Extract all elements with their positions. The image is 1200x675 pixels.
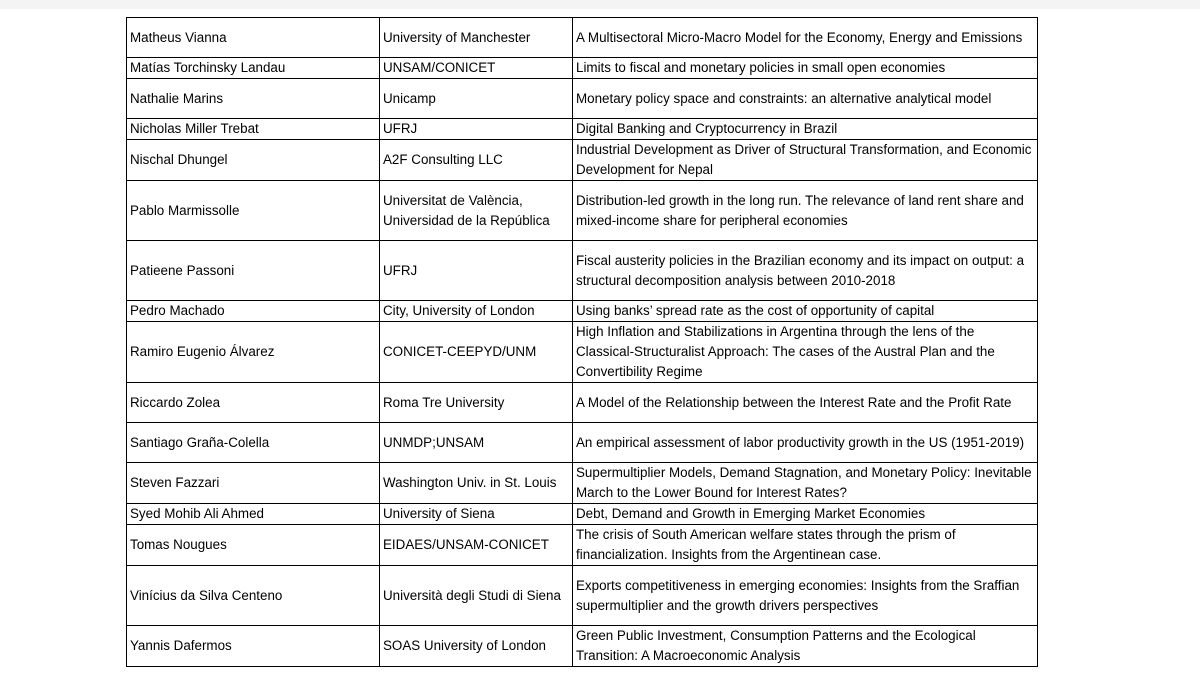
participants-table	[126, 17, 1038, 667]
participant-institution: Unicamp	[380, 79, 573, 119]
table-row	[127, 322, 1038, 383]
table-row	[127, 140, 1038, 181]
paper-title: Supermultiplier Models, Demand Stagnation, and Monetary Policy: Inevitable March to the Lower Bound for Interest Rates?	[573, 463, 1038, 504]
table-row	[127, 566, 1038, 626]
paper-title: Using banks’ spread rate as the cost of opportunity of capital	[573, 301, 1038, 322]
participant-name: Syed Mohib Ali Ahmed	[127, 504, 380, 525]
table-row	[127, 504, 1038, 525]
participant-name: Vinícius da Silva Centeno	[127, 566, 380, 626]
table-row	[127, 181, 1038, 241]
paper-title: Green Public Investment, Consumption Patterns and the Ecological Transition: A Macroeconomic Analysis	[573, 626, 1038, 667]
table-row	[127, 423, 1038, 463]
participant-institution: A2F Consulting LLC	[380, 140, 573, 181]
participant-institution: CONICET-CEEPYD/UNM	[380, 322, 573, 383]
participant-name: Steven Fazzari	[127, 463, 380, 504]
participant-institution: Roma Tre University	[380, 383, 573, 423]
participant-name: Yannis Dafermos	[127, 626, 380, 667]
table-row	[127, 58, 1038, 79]
paper-title: A Multisectoral Micro-Macro Model for the Economy, Energy and Emissions	[573, 18, 1038, 58]
participant-institution: SOAS University of London	[380, 626, 573, 667]
participant-name: Nischal Dhungel	[127, 140, 380, 181]
participant-institution: Universitat de València, Universidad de la República	[380, 181, 573, 241]
paper-title: Digital Banking and Cryptocurrency in Brazil	[573, 119, 1038, 140]
paper-title: Exports competitiveness in emerging economies: Insights from the Sraffian supermultiplier and the growth drivers perspectives	[573, 566, 1038, 626]
participant-institution: Washington Univ. in St. Louis	[380, 463, 573, 504]
table-row	[127, 383, 1038, 423]
participant-institution: UFRJ	[380, 119, 573, 140]
paper-title: Industrial Development as Driver of Structural Transformation, and Economic Development for Nepal	[573, 140, 1038, 181]
table-row	[127, 301, 1038, 322]
participant-institution: University of Manchester	[380, 18, 573, 58]
participant-name: Matheus Vianna	[127, 18, 380, 58]
table-row	[127, 18, 1038, 58]
participant-name: Riccardo Zolea	[127, 383, 380, 423]
participant-name: Santiago Graña-Colella	[127, 423, 380, 463]
table-row	[127, 525, 1038, 566]
participant-institution: EIDAES/UNSAM-CONICET	[380, 525, 573, 566]
participant-institution: City, University of London	[380, 301, 573, 322]
paper-title: A Model of the Relationship between the Interest Rate and the Profit Rate	[573, 383, 1038, 423]
participant-name: Tomas Nougues	[127, 525, 380, 566]
participant-institution: University of Siena	[380, 504, 573, 525]
participant-name: Matías Torchinsky Landau	[127, 58, 380, 79]
paper-title: Fiscal austerity policies in the Brazilian economy and its impact on output: a structural decomposition analysis between 2010-2018	[573, 241, 1038, 301]
participant-name: Pedro Machado	[127, 301, 380, 322]
participant-institution: Università degli Studi di Siena	[380, 566, 573, 626]
paper-title: Distribution-led growth in the long run. The relevance of land rent share and mixed-income share for peripheral economies	[573, 181, 1038, 241]
participant-name: Patieene Passoni	[127, 241, 380, 301]
participant-institution: UNSAM/CONICET	[380, 58, 573, 79]
participant-name: Nicholas Miller Trebat	[127, 119, 380, 140]
table-row	[127, 463, 1038, 504]
participant-name: Nathalie Marins	[127, 79, 380, 119]
participant-name: Pablo Marmissolle	[127, 181, 380, 241]
paper-title: Limits to fiscal and monetary policies in small open economies	[573, 58, 1038, 79]
table-row	[127, 241, 1038, 301]
participant-institution: UNMDP;UNSAM	[380, 423, 573, 463]
paper-title: The crisis of South American welfare states through the prism of financialization. Insights from the Argentinean case.	[573, 525, 1038, 566]
table-row	[127, 626, 1038, 667]
paper-title: Debt, Demand and Growth in Emerging Market Economies	[573, 504, 1038, 525]
participant-name: Ramiro Eugenio Álvarez	[127, 322, 380, 383]
paper-title: An empirical assessment of labor productivity growth in the US (1951-2019)	[573, 423, 1038, 463]
participant-institution: UFRJ	[380, 241, 573, 301]
paper-title: High Inflation and Stabilizations in Argentina through the lens of the Classical-Structuralist Approach: The cases of the Austral Plan and the Convertibility Regime	[573, 322, 1038, 383]
table-row	[127, 119, 1038, 140]
table-row	[127, 79, 1038, 119]
paper-title: Monetary policy space and constraints: an alternative analytical model	[573, 79, 1038, 119]
